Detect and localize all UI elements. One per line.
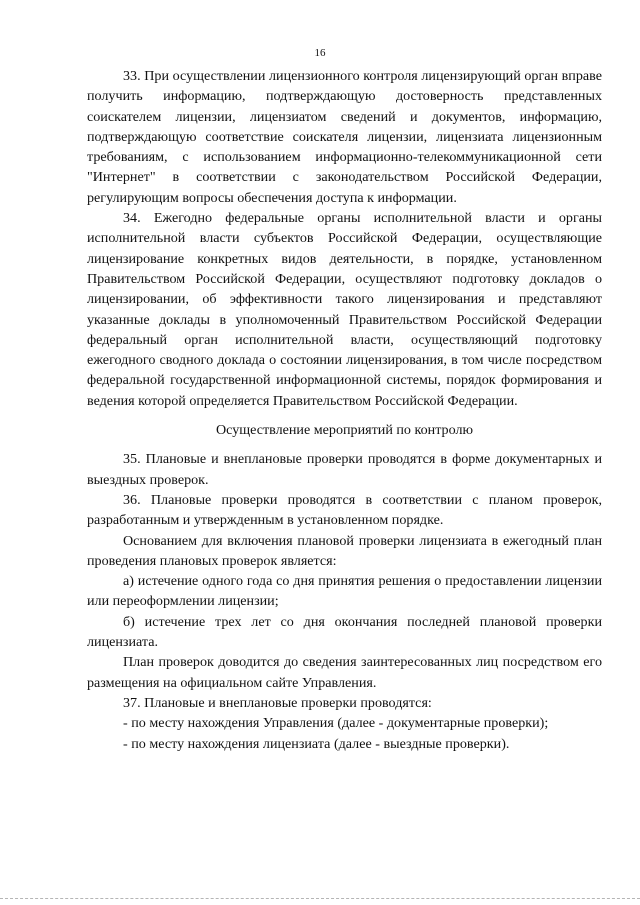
paragraph-36: 36. Плановые проверки проводятся в соответствии с планом проверок, разработанным и утвержденным в установленном порядке.	[87, 491, 602, 529]
document-body	[87, 66, 602, 754]
paragraph-36-plan: План проверок доводится до сведения заинтересованных лиц посредством его размещения на официальном сайте Управления.	[87, 654, 602, 691]
page-bottom-edge	[0, 898, 640, 899]
paragraph-36-basis: Основанием для включения плановой проверки лицензиата в ежегодный план проведения плановых проверок является:	[87, 532, 602, 569]
paragraph-37-item-2: - по месту нахождения лицензиата (далее - выездные проверки).	[123, 735, 510, 752]
paragraph-35: 35. Плановые и внеплановые проверки проводятся в форме документарных и выездных проверок.	[87, 451, 602, 488]
paragraph-34: 34. Ежегодно федеральные органы исполнительной власти и органы исполнительной власти субъектов Российской Федерации, осуществляющие лицензирование конкретных видов деятельности, в порядке, установленном Правительством Российской Федерации, осуществляют подготовку докладов о лицензировании, об эффективности такого лицензирования и представляют указанные доклады в уполномоченный Правительством Российской Федерации федеральный орган исполнительной власти, осуществляющий подготовку ежегодного сводного доклада о состоянии лицензирования, в том числе посредством федеральной государственной информационной системы, порядок формирования и ведения которой определяется Правительством Российской Федерации.	[87, 210, 602, 409]
page-number: 16	[314, 47, 326, 59]
section-heading: Осуществление мероприятий по контролю	[215, 422, 474, 439]
paragraph-37: 37. Плановые и внеплановые проверки проводятся:	[123, 694, 432, 711]
paragraph-37-item-1: - по месту нахождения Управления (далее - документарные проверки);	[123, 715, 549, 732]
paragraph-33: 33. При осуществлении лицензионного контроля лицензирующий орган вправе получить информацию, подтверждающую достоверность представленных соискателем лицензии, лицензиатом сведений и документов, информацию, подтверждающую соответствие соискателя лицензии, лицензиата лицензионным требованиям, с использованием информационно-телекоммуникационной сети "Интернет" в соответствии с законодательством Российской Федерации, регулирующим вопросы обеспечения доступа к информации.	[87, 68, 602, 206]
paragraph-36-item-a: а) истечение одного года со дня принятия решения о предоставлении лицензии или переоформлении лицензии;	[87, 573, 602, 610]
paragraph-36-item-b: б) истечение трех лет со дня окончания последней плановой проверки лицензиата.	[87, 613, 602, 651]
